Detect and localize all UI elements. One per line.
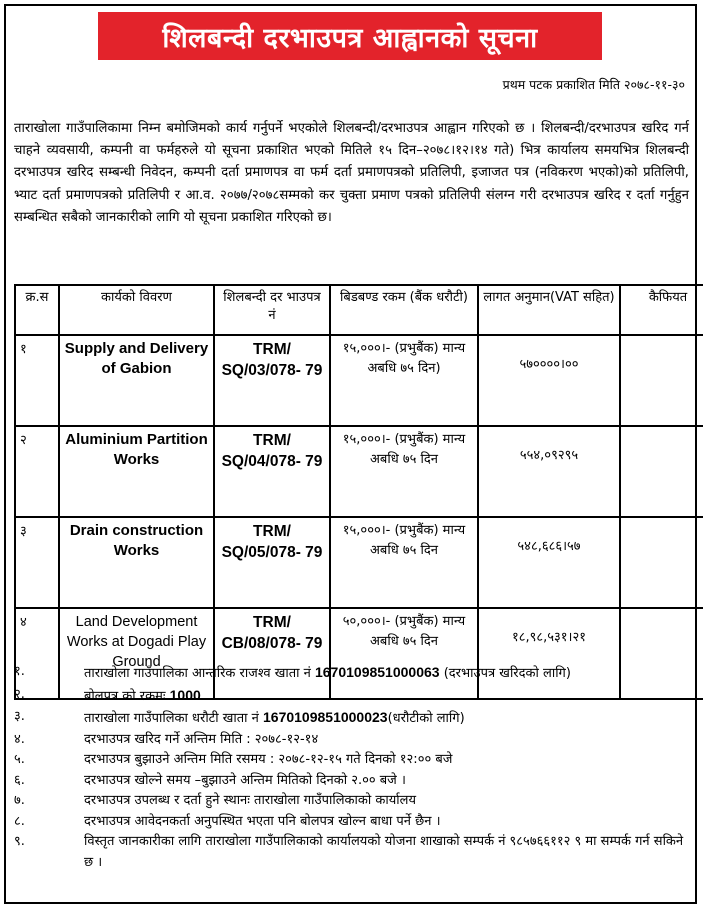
notice-title: शिलबन्दी दरभाउपत्र आह्वानको सूचना — [98, 12, 602, 60]
note-text: दरभाउपत्र उपलब्ध र दर्ता हुने स्थानः ताराखोला गाउँपालिकाको कार्यालय — [84, 793, 416, 808]
header-sn: क्र.स — [15, 285, 59, 335]
note-text: दरभाउपत्र खोल्ने समय –बुझाउने अन्तिम मितिको दिनको २.०० बजे । — [84, 772, 406, 788]
note-item — [14, 707, 690, 730]
row-sn: २ — [15, 426, 59, 517]
row-bid-number: TRM/ CB/08/078- 79 — [214, 608, 330, 699]
header-bid-number: शिलबन्दी दर भाउपत्र नं — [214, 285, 330, 335]
note-text: दरभाउपत्र आवेदनकर्ता अनुपस्थित भएता पनि बोलपत्र खोल्न बाधा पर्ने छैन । — [84, 813, 441, 829]
note-item — [14, 812, 690, 833]
header-cost-estimate: लागत अनुमान(VAT सहित) — [478, 285, 620, 335]
deposit-account-number: 1670109851000023 — [263, 709, 388, 725]
intro-paragraph: ताराखोला गाउँपालिकामा निम्न बमोजिमको कार्य गर्नुपर्ने भएकोले शिलबन्दी/दरभाउपत्र आह्वान गरिएको छ । शिलबन्दी/दरभाउपत्र खरिद गर्न चाहने व्यवसायी, कम्पनी वा फर्महरुले यो सूचना प्रकाशित भएको मितिले १५ दिन–२०७८।१२।१४ गते) भित्र कार्यालय समयभित्र शिलबन्दी दरभाउपत्र खरिद सम्बन्धी निवेदन, कम्पनी दर्ता प्रमाणपत्र वा फर्म दर्ता प्रमाणपत्रको प्रतिलिपी, इजाजत पत्र (नविकरण भएको)को प्रतिलिपी, भ्याट दर्ता प्रमाणपत्रको प्रतिलिपी र आ.व. २०७७/२०७८सम्मको कर चुक्ता प्रमाण पत्रको प्रतिलिपी संलग्न गरी दरभाउपत्र खरिद र दर्ता गर्नुहुन सम्बन्धित सबैको जानकारीको लागि यो सूचना प्रकाशित गरिएको छ। — [14, 121, 689, 225]
note-number: ७. — [14, 793, 25, 808]
row-bid-bond: १५,०००।- (प्रभुबैंक) मान्य अबधि ७५ दिन) — [330, 335, 478, 426]
table-row — [15, 517, 703, 608]
note-number: ६. — [14, 772, 25, 788]
row-sn: ४ — [15, 608, 59, 699]
row-description: Land Development Works at Dogadi Play Ground — [59, 608, 214, 699]
note-text: बोलपत्र को रकमः 1000 — [84, 686, 201, 704]
header-description: कार्यको विवरण — [59, 285, 214, 335]
row-bid-number: TRM/ SQ/03/078- 79 — [214, 335, 330, 426]
note-item — [14, 832, 690, 873]
header-remarks: कैफियत — [620, 285, 703, 335]
note-item — [14, 791, 690, 812]
publish-date: प्रथम पटक प्रकाशित मिति २०७८-११-३० — [502, 77, 685, 92]
note-item — [14, 730, 690, 751]
note-number: २. — [14, 686, 25, 702]
bid-document-fee: 1000 — [169, 686, 201, 703]
note-text: दरभाउपत्र खरिद गर्ने अन्तिम मिति : २०७८-१२-१४ — [84, 731, 319, 747]
note-number: १. — [14, 664, 25, 679]
note-text: विस्तृत जानकारीका लागि ताराखोला गाउँपालिकाको कार्यालयको योजना शाखाको सम्पर्क नं ९८५७६६११२ ९ मा सम्पर्क गर्न सकिने छ । — [84, 834, 684, 870]
note-text: ताराखोला गाउँपालिका आन्तरिक राजश्व खाता नं 1670109851000063 (दरभाउपत्र खरिदको लागि) — [84, 664, 571, 681]
note-text: ताराखोला गाउँपालिका धरौटी खाता नं 1670109851000023(धरौटीको लागि) — [84, 709, 465, 726]
row-remarks — [620, 426, 703, 517]
header-bid-bond: बिडबण्ड रकम (बैंक धरौटी) — [330, 285, 478, 335]
row-cost-estimate: ५५४,०९२९५ — [478, 426, 620, 517]
row-remarks — [620, 335, 703, 426]
works-table — [14, 284, 703, 700]
note-item — [14, 685, 690, 708]
row-bid-bond: १५,०००।- (प्रभुबैंक) मान्य अबधि ७५ दिन — [330, 517, 478, 608]
row-description: Aluminium Partition Works — [59, 426, 214, 517]
row-sn: १ — [15, 335, 59, 426]
note-text: दरभाउपत्र बुझाउने अन्तिम मिति रसमय : २०७८-१२-१५ गते दिनको १२:०० बजे — [84, 752, 453, 767]
note-number: ४. — [14, 731, 25, 747]
row-cost-estimate: १८,९८,५३१।२१ — [478, 608, 620, 699]
note-number: ८. — [14, 813, 25, 829]
row-cost-estimate: ५७००००।०० — [478, 335, 620, 426]
note-number: ९. — [14, 834, 25, 849]
row-description: Supply and Delivery of Gabion — [59, 335, 214, 426]
row-bid-bond: १५,०००।- (प्रभुबैंक) मान्य अबधि ७५ दिन — [330, 426, 478, 517]
table-row — [15, 335, 703, 426]
revenue-account-number: 1670109851000063 — [314, 664, 440, 680]
table-header-row — [15, 285, 703, 335]
table-row — [15, 426, 703, 517]
note-number: ५. — [14, 752, 25, 767]
notes-list — [14, 662, 690, 873]
row-remarks — [620, 517, 703, 608]
row-cost-estimate: ५४८,६८६।५७ — [478, 517, 620, 608]
row-bid-bond: ५०,०००।- (प्रभुबैंक) मान्य अबधि ७५ दिन — [330, 608, 478, 699]
row-description: Drain construction Works — [59, 517, 214, 608]
row-bid-number: TRM/ SQ/04/078- 79 — [214, 426, 330, 517]
note-item — [14, 662, 690, 685]
note-item — [14, 750, 690, 771]
note-item — [14, 771, 690, 792]
row-bid-number: TRM/ SQ/05/078- 79 — [214, 517, 330, 608]
note-number: ३. — [14, 709, 25, 724]
row-sn: ३ — [15, 517, 59, 608]
